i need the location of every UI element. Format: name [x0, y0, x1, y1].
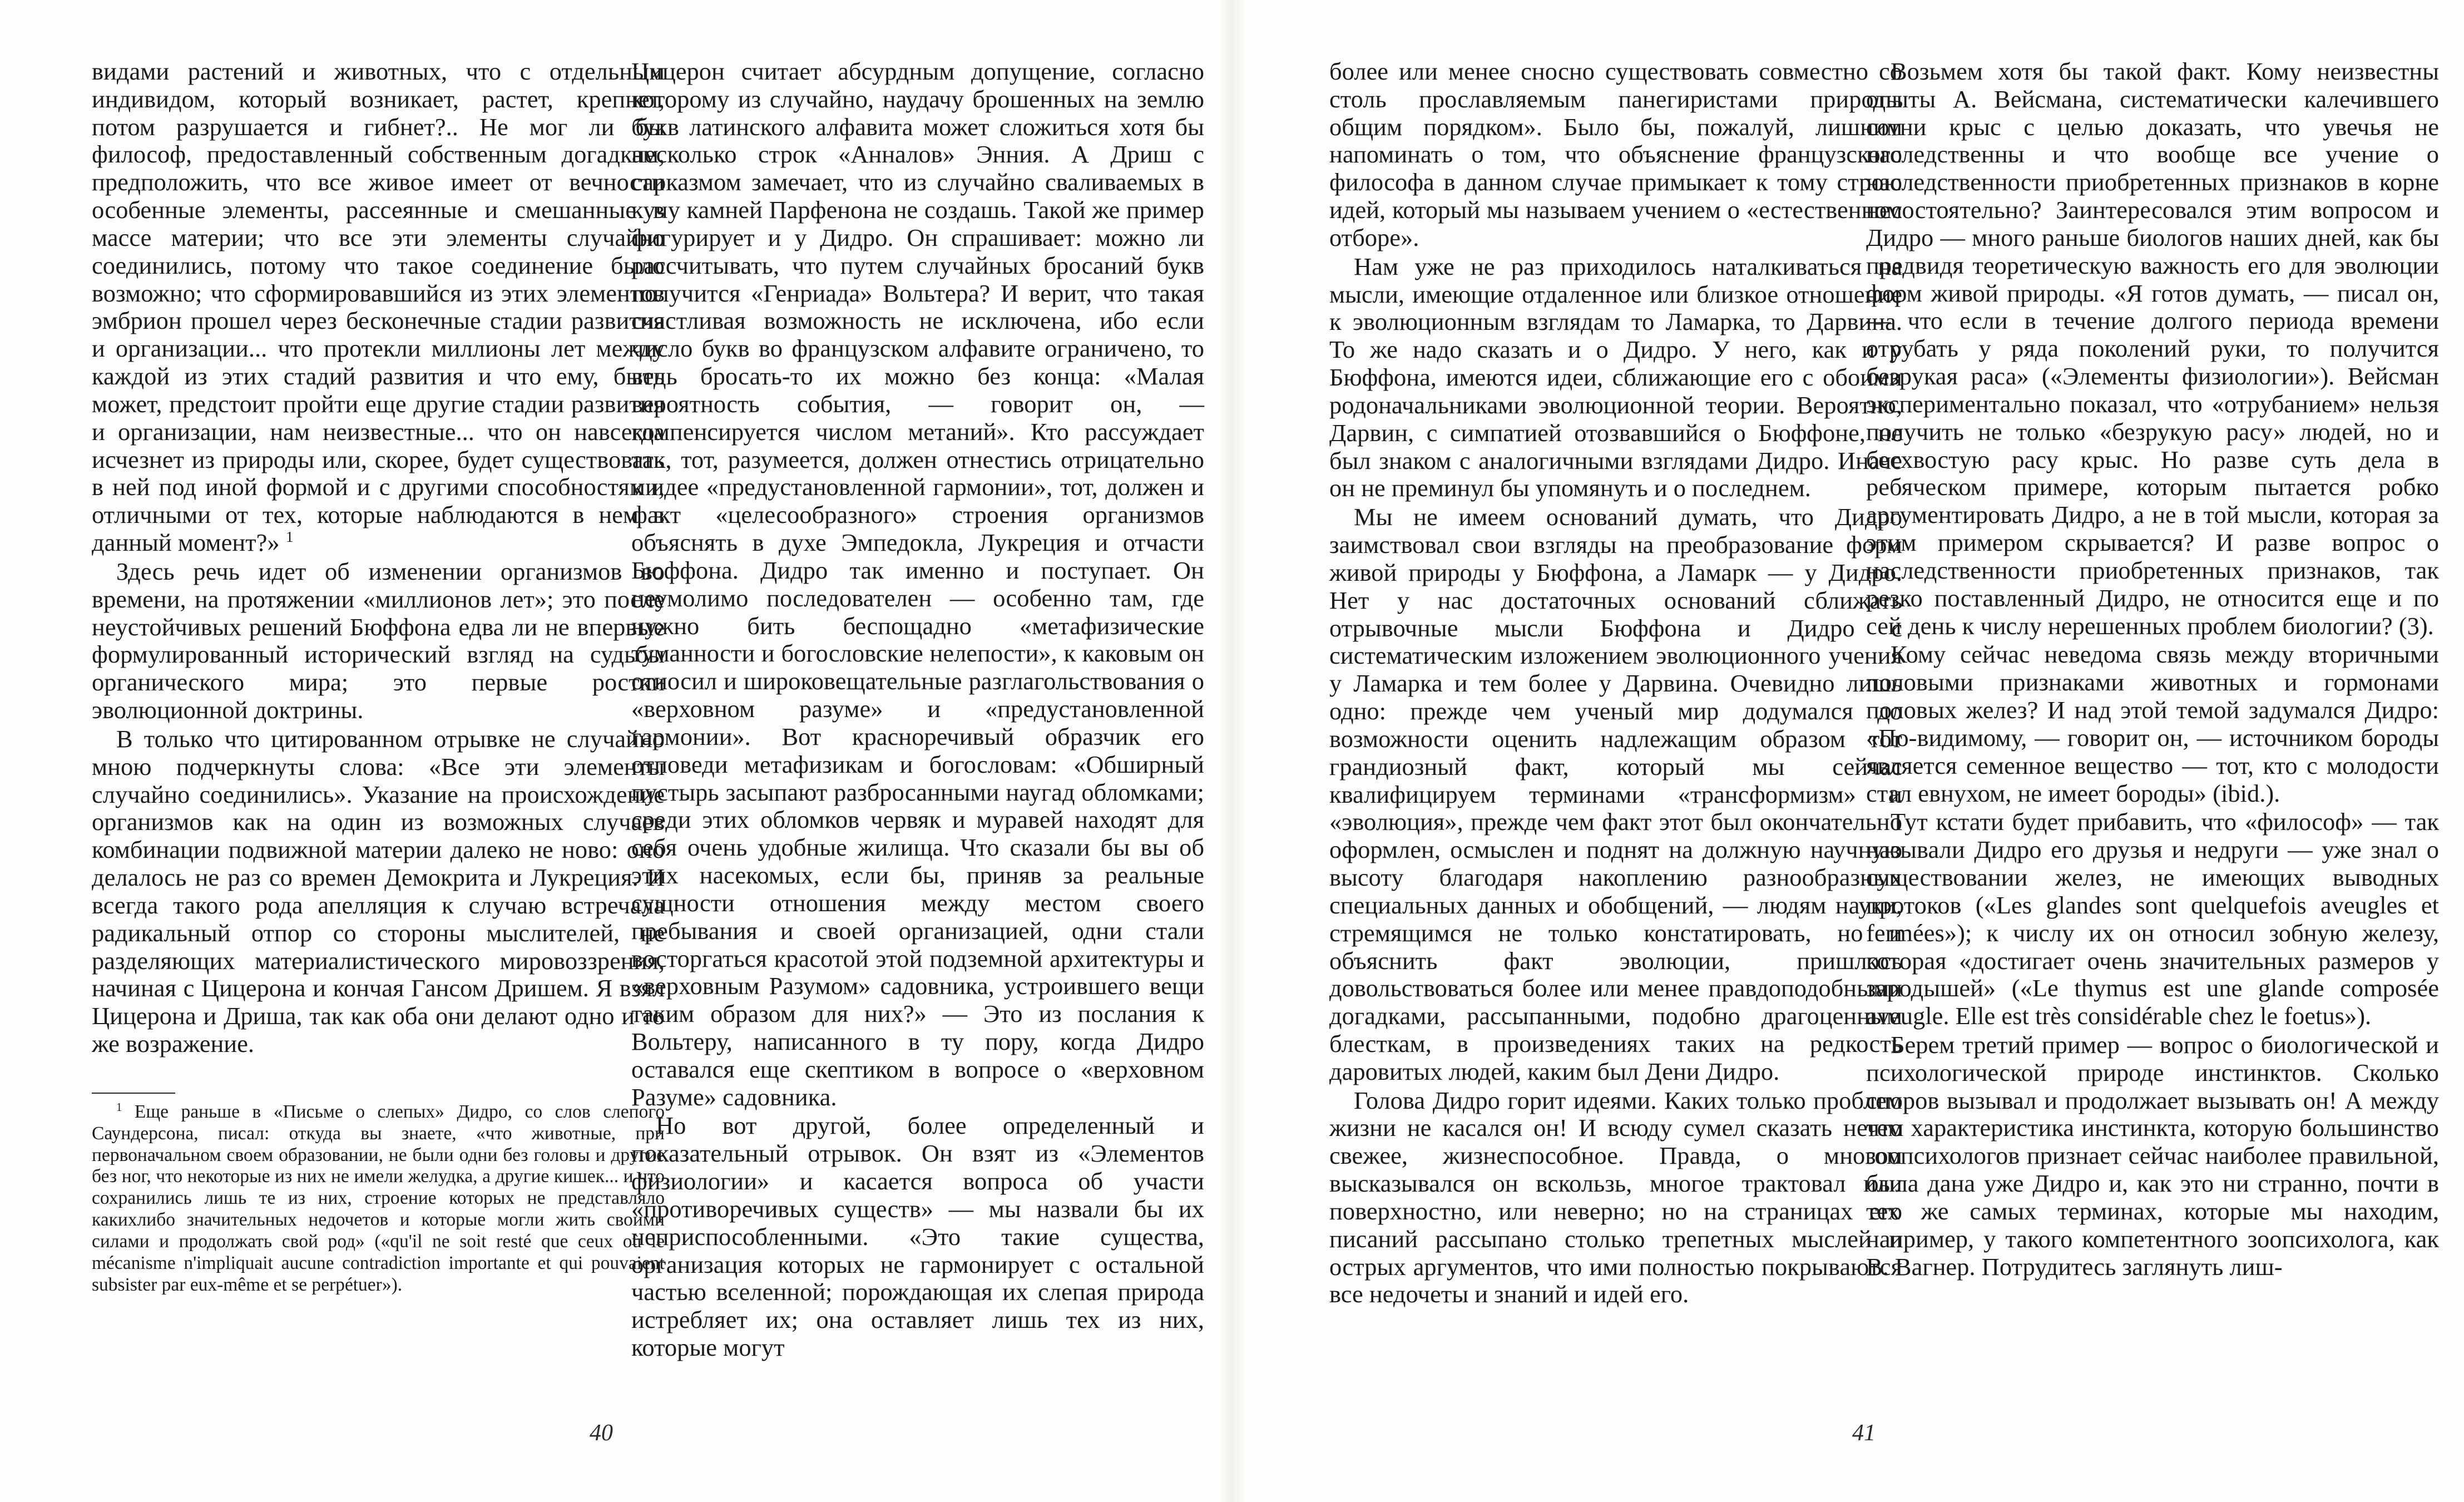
paragraph: Но вот другой, более определенный и показательный отрывок. Он взят из «Элементов физиологии» и касается вопроса об участи «противоречивых существ» — мы назвали бы их неприспособленными. «Это такие существа, организация которых не гармонирует с остальной частью вселенной; порождающая их слепая природа истребляет их; она оставляет лишь тех из них, которые могут: [631, 1111, 1204, 1362]
paragraph: Цицерон считает абсурдным допущение, согласно которому из случайно, наудачу брошенных на землю букв латинского алфавита может сложиться хотя бы несколько строк «Анналов» Энния. А Дриш с сарказмом замечает, что из случайно сваливаемых в кучу камней Парфенона не создашь. Такой же пример фигурирует и у Дидро. Он спрашивает: можно ли рассчитывать, что путем случайных бросаний букв получится «Генриада» Вольтера? И верит, что такая счастливая возможность не исключена, ибо если число букв во французском алфавите ограничено, то ведь бросать-то их можно без конца: «Малая вероятность события, — говорит он, — компенсируется числом метаний». Кто рассуждает так, тот, разумеется, должен отнестись отрицательно к идее «предустановленной гармонии», тот, должен и факт «целесообразного» строения организмов объяснять в духе Эмпедокла, Лукреция и отчасти Бюффона. Дидро так именно и поступает. Он неумолимо последователен — особенно там, где нужно бить беспощадно «метафизические туманности и богословские нелепости», к каковым он относил и широковещательные разглагольствования о «верховном разуме» и «предустановленной гармонии». Вот красноречивый образчик его отповеди метафизикам и богословам: «Обширный пустырь засыпают разбросанными наугад обломками; среди этих обломков червяк и муравей находят для себя очень удобные жилища. Что сказали бы вы об этих насекомых, если бы, приняв за реальные сущности отношения между местом своего пребывания и своей организацией, одни стали восторгаться красотой этой подземной архитектуры и «верховным Разумом» садовника, устроившего вещи таким образом для них?» — Это из послания к Вольтеру, написанного в ту пору, когда Дидро оставался еще скептиком в вопросе о «верховном Разуме» садовника.: [631, 57, 1204, 1111]
footnote-marker: 1: [285, 528, 294, 546]
right-page-column-1: [1329, 58, 1902, 1308]
footnote-number: 1: [116, 1100, 122, 1114]
paragraph: Возьмем хотя бы такой факт. Кому неизвестны опыты А. Вейсмана, систематически калечившего сотни крыс с целью доказать, что увечья не наследственны и что вообще все учение о наследственности приобретенных признаков в корне несостоятельно? Заинтересовался этим вопросом и Дидро — много раньше биологов наших дней, как бы предвидя теоретическую важность его для эволюции форм живой природы. «Я готов думать, — писал он, — что если в течение долгого периода времени отрубать у ряда поколений руки, то получится безрукая раса» («Элементы физиологии»). Вейсман экспериментально показал, что «отрубанием» нельзя получить не только «безрукую расу» людей, но и бесхвостую расу крыс. Но разве суть дела в ребяческом примере, которым пытается робко аргументировать Дидро, а не в той мысли, которая за этим примером скрывается? И разве вопрос о наследственности приобретенных признаков, так резко поставленный Дидро, не относится еще и по сей день к числу нерешенных проблем биологии? (3).: [1866, 57, 2439, 640]
paragraph: [92, 58, 665, 557]
footnote-divider: [92, 1093, 175, 1094]
footnote-text: Еще раньше в «Письме о слепых» Дидро, со слов слепого Саундерсона, писал: откуда вы знаете, «что животные, при первоначальном своем образовании, не были одни без головы и другие без ног, что некоторые из них не имели желудка, а другие кишек... и что сохранились лишь те из них, строение которых не представляло какихлибо значительных недочетов и которые могли жить своими силами и продолжать свой род» («qu'il ne soit resté que ceux où le mécanisme n'impliquait aucune contradiction importante et qui pouvaient subsister par eux-même et se perpétuer»).: [92, 1101, 665, 1295]
right-page-column-2: [1866, 58, 2439, 1281]
paragraph: более или менее сносно существовать совместно со столь прославляемым панегиристами природы общим порядком». Было бы, пожалуй, лишним напоминать о том, что объяснение французского философа в данном случае примыкает к тому строю идей, который мы называем учением о «естественном отборе».: [1329, 57, 1902, 251]
paragraph: Здесь речь идет об изменении организмов во времени, на протяжении «миллионов лет»; это после неустойчивых решений Бюффона едва ли не впервые формулированный исторический взгляд на судьбы органического мира; это первые ростки эволюционной доктрины.: [92, 557, 665, 724]
page-number-right: 41: [1852, 1420, 1876, 1446]
paragraph: Мы не имеем оснований думать, что Дидро заимствовал свои взгляды на преобразование форм живой природы у Бюффона, а Ламарк — у Дидро. Нет у нас достаточных оснований сближать отрывочные мысли Бюффона и Дидро с систематическим изложением эволюционного учения у Ламарка и тем более у Дарвина. Очевидно лишь одно: прежде чем ученый мир додумался до возможности оценить надлежащим образом тот грандиозный факт, который мы сейчас квалифицируем терминами «трансформизм» и «эволюция», прежде чем факт этот был окончательно оформлен, осмыслен и поднят на должную научную высоту благодаря накоплению разнообразных специальных данных и обобщений, — людям науки, стремящимся не только констатировать, но и объяснить факт эволюции, пришлось довольствоваться более или менее правдоподобными догадками, рассыпанными, подобно драгоценным блесткам, в произведениях таких на редкость даровитых людей, каким был Дени Дидро.: [1329, 503, 1902, 1085]
paragraph-text: видами растений и животных, что с отдельным индивидом, который возникает, растет, крепнет, потом разрушается и гибнет?.. Не мог ли бы философ, предоставленный собственным догадкам, предположить, что все живое имеет от вечности особенные элементы, рассеянные и смешанные в массе материи; что все эти элементы случайно соединились, потому что такое соединение было возможно; что сформировавшийся из этих элементов эмбрион прошел через бесконечные стадии развития и организации... что протекли миллионы лет между каждой из этих стадий развития и что ему, быть может, предстоит пройти еще другие стадии развития и организации, нам неизвестные... что он навсегда исчезнет из природы или, скорее, будет существовать в ней под иной формой и с другими способностями, отличными от тех, которые наблюдаются в нем в данный момент?»: [92, 57, 665, 557]
left-page-column-1: [92, 58, 665, 1296]
paragraph: Кому сейчас неведома связь между вторичными половыми признаками животных и гормонами половых желез? И над этой темой задумался Дидро: «По-видимому, — говорит он, — источником бороды является семенное вещество — тот, кто с молодости стал евнухом, не имеет бороды» (ibid.).: [1866, 640, 2439, 807]
page-number-left: 40: [590, 1420, 613, 1446]
paragraph: Нам уже не раз приходилось наталкиваться на мысли, имеющие отдаленное или близкое отношение к эволюционным взглядам то Ламарка, то Дарвина. То же надо сказать и о Дидро. У него, как и у Бюффона, имеются идеи, сближающие его с обоими родоначальниками эволюционной теории. Вероятно, Дарвин, с симпатией отозвавшийся о Бюффоне, не был знаком с аналогичными взглядами Дидро. Иначе он не преминул бы упомянуть и о последнем.: [1329, 252, 1902, 502]
paragraph: Голова Дидро горит идеями. Каких только проблем жизни не касался он! И всюду сумел сказать нечто свежее, жизнеспособное. Правда, о многом высказывался он вскользь, многое трактовал или поверхностно, или неверно; но на страницах его писаний рассыпано столько трепетных мыслей и острых аргументов, что ими полностью покрываются все недочеты и знаний и идей его.: [1329, 1086, 1902, 1308]
paragraph: Берем третий пример — вопрос о биологической и психологической природе инстинктов. Сколько споров вызывал и продолжает вызывать он! А между тем характеристика инстинкта, которую большинство зоопсихологов признает сейчас наиболее правильной, была дана уже Дидро и, как это ни странно, почти в тех же самых терминах, которые мы находим, например, у такого компетентного зоопсихолога, как В. Вагнер. Потрудитесь заглянуть лиш-: [1866, 1030, 2439, 1281]
left-page-column-2: [631, 58, 1204, 1362]
footnote: [92, 1101, 665, 1296]
book-gutter: [1218, 0, 1246, 1502]
paragraph: В только что цитированном отрывке не случайно мною подчеркнуты слова: «Все эти элементы случайно соединились». Указание на происхождение организмов как на один из возможных случаев комбинации подвижной материи далеко не ново: оно делалось не раз со времен Демокрита и Лукреция. И всегда такого рода апелляция к случаю встречала радикальный отпор со стороны мыслителей, не разделяющих материалистического мировоззрения, начиная с Цицерона и кончая Гансом Дришем. Я взял Цицерона и Дриша, так как оба они делают одно и то же возражение.: [92, 724, 665, 1058]
paragraph: Тут кстати будет прибавить, что «философ» — так называли Дидро его друзья и недруги — уже знал о существовании желез, не имеющих выводных протоков («Les glandes sont quelquefois aveugles et fermées»); к числу их он относил зобную железу, которая «достигает очень значительных размеров у зародышей» («Le thymus est une glande composée aveugle. Elle est très considérable chez le foetus»).: [1866, 808, 2439, 1030]
